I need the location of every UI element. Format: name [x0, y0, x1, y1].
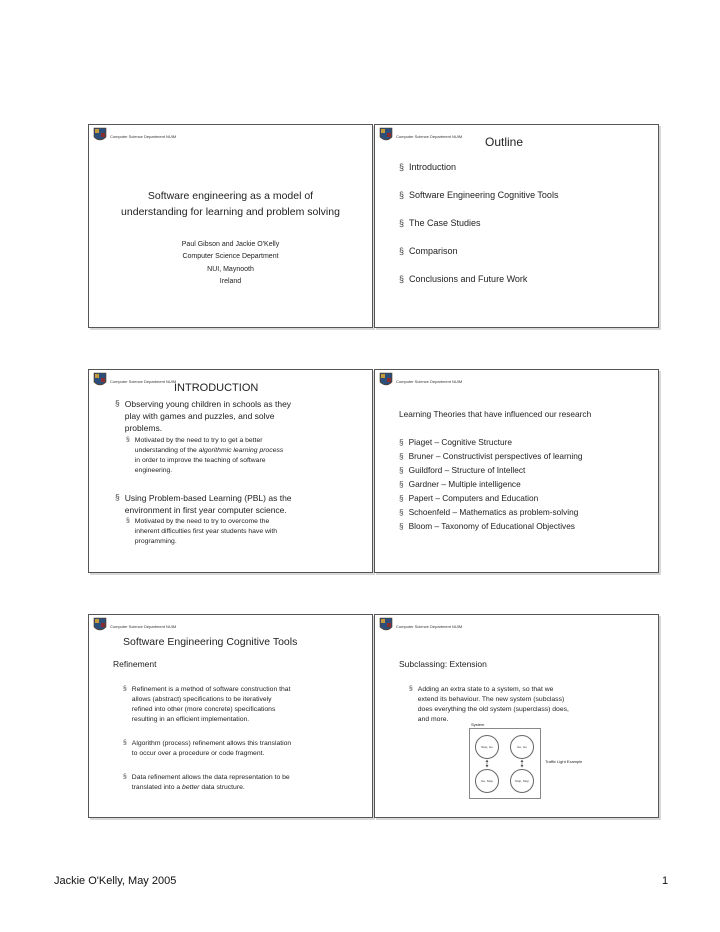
page-number: 1 — [662, 875, 669, 887]
list-item: § Schoenfeld – Mathematics as problem-solving — [399, 507, 579, 517]
list-item: § Bloom – Taxonomy of Educational Objectives — [399, 521, 575, 531]
list-item: § The Case Studies — [399, 218, 481, 228]
list-item: § Refinement is a method of software construction that allows (abstract) specifications to be iteratively refined into other (more concrete) specifications resulting in an efficient implementation. — [123, 685, 291, 723]
country: Ireland — [219, 277, 242, 285]
list-item: § Data refinement allows the data representation to be translated into a better data structure. — [123, 773, 290, 791]
example-label: Traffic Light Example — [545, 759, 583, 764]
list-item: § Guildford – Structure of Intellect — [399, 465, 526, 475]
slide-title: Software Engineering Cognitive Tools — [123, 636, 298, 648]
slide-header: Computer Science Department NUIM — [396, 379, 463, 384]
state-go-stop: Go, Stop — [475, 769, 499, 793]
list-item: § Papert – Computers and Education — [399, 493, 539, 503]
department: Computer Science Department — [182, 253, 279, 261]
list-item: § Adding an extra state to a system, so that we extend its behaviour. The new system (subclass) does everything the old system (superclass) does, and more. — [409, 685, 569, 723]
footer-author-date: Jackie O'Kelly, May 2005 — [54, 875, 177, 887]
slide-cognitive-tools — [88, 614, 373, 818]
list-item: § Using Problem-based Learning (PBL) as the environment in first year computer science. — [115, 492, 292, 516]
university: NUI, Maynooth — [207, 265, 254, 273]
list-item: § Observing young children in schools as they play with games and puzzles, and solve problems. — [115, 398, 292, 434]
list-item: § Motivated by the need to try to overcome the inherent difficulties first year students have with programming. — [126, 517, 278, 545]
university-crest-icon — [379, 617, 393, 634]
transition-arrows — [470, 729, 540, 798]
slide-title-line2: understanding for learning and problem solving — [121, 205, 340, 218]
university-crest-icon — [93, 372, 107, 389]
list-item: § Comparison — [399, 246, 458, 256]
diagram-label: System — [471, 722, 485, 727]
slide-learning-theories — [374, 369, 659, 573]
state-go-go: Go, Go — [510, 735, 534, 759]
slide-subclassing — [374, 614, 659, 818]
list-item: § Motivated by the need to try to get a better understanding of the algorithmic learning process in order to improve the teaching of software engineering. — [126, 436, 284, 474]
slide-title: Outline — [485, 135, 524, 149]
university-crest-icon — [93, 127, 107, 144]
list-item: § Gardner – Multiple intelligence — [399, 479, 521, 489]
slide-title-line1: Software engineering as a model of — [147, 190, 314, 202]
university-crest-icon — [93, 617, 107, 634]
list-item: § Conclusions and Future Work — [399, 274, 528, 284]
state-diagram — [469, 728, 541, 799]
authors: Paul Gibson and Jackie O'Kelly — [181, 241, 280, 248]
list-item: § Introduction — [399, 162, 457, 172]
slide-header: Computer Science Department NUIM — [396, 134, 463, 139]
list-item: § Software Engineering Cognitive Tools — [399, 190, 559, 200]
slide-heading: Learning Theories that have influenced our research — [399, 409, 592, 419]
slide-subtitle: Refinement — [113, 659, 157, 669]
state-stop-go: Stop, Go — [475, 735, 499, 759]
slide-outline — [374, 124, 659, 328]
slide-header: Computer Science Department NUIM — [396, 624, 463, 629]
university-crest-icon — [379, 127, 393, 144]
slide-header: Computer Science Department NUIM — [110, 379, 177, 384]
slide-title — [88, 124, 373, 328]
list-item: § Algorithm (process) refinement allows this translation to occur over a procedure or code fragment. — [123, 739, 292, 757]
slide-subtitle: Subclassing: Extension — [399, 659, 487, 669]
slide-header: Computer Science Department NUIM — [110, 624, 177, 629]
slide-header: Computer Science Department NUIM — [110, 134, 177, 139]
slide-title: INTRODUCTION — [174, 382, 259, 394]
slide-introduction — [88, 369, 373, 573]
state-stop-stop: Stop, Stop — [510, 769, 534, 793]
list-item: § Bruner – Constructivist perspectives of learning — [399, 451, 583, 461]
university-crest-icon — [379, 372, 393, 389]
list-item: § Piaget – Cognitive Structure — [399, 437, 512, 447]
